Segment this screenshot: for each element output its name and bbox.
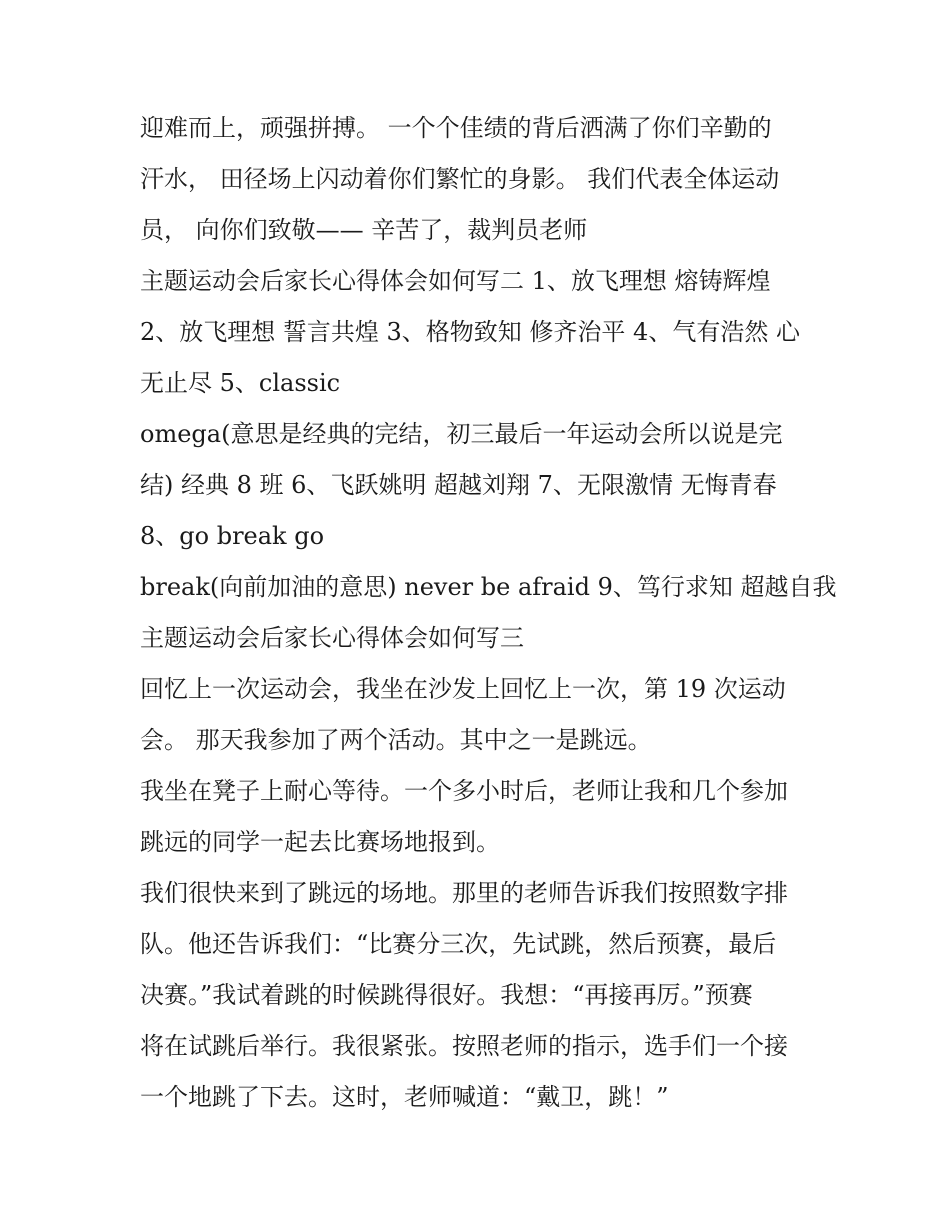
- text-line: 回忆上一次运动会，我坐在沙发上回忆上一次，第 19 次运动: [140, 675, 786, 703]
- text-line: 结) 经典 8 班 6、飞跃姚明 超越刘翔 7、无限激情 无悔青春: [140, 471, 777, 499]
- text-line: 2、放飞理想 誓言共煌 3、格物致知 修齐治平 4、气有浩然 心: [140, 318, 800, 346]
- body-text: [140, 103, 837, 1123]
- text-line: 员， 向你们致敬—— 辛苦了，裁判员老师: [140, 216, 588, 244]
- section-heading-3: 主题运动会后家长心得体会如何写三: [140, 624, 524, 652]
- text-line: 一个地跳了下去。这时，老师喊道：“戴卫，跳！”: [140, 1083, 669, 1111]
- section-heading-2: 主题运动会后家长心得体会如何写二 1、放飞理想 熔铸辉煌: [140, 267, 771, 295]
- text-line: 将在试跳后举行。我很紧张。按照老师的指示，选手们一个接: [140, 1032, 788, 1060]
- text-line: 决赛。”我试着跳的时候跳得很好。我想：“再接再厉。”预赛: [140, 981, 753, 1009]
- text-line: 我们很快来到了跳远的场地。那里的老师告诉我们按照数字排: [140, 879, 788, 907]
- text-line: 会。 那天我参加了两个活动。其中之一是跳远。: [140, 726, 652, 754]
- text-line: break(向前加油的意思) never be afraid 9、笃行求知 超越自我: [140, 573, 837, 601]
- text-line: 队。他还告诉我们：“比赛分三次，先试跳，然后预赛，最后: [140, 930, 777, 958]
- text-line: 我坐在凳子上耐心等待。一个多小时后，老师让我和几个参加: [140, 777, 788, 805]
- text-line: 跳远的同学一起去比赛场地报到。: [140, 828, 500, 856]
- text-line: 无止尽 5、classic: [140, 369, 341, 397]
- text-line: 汗水， 田径场上闪动着你们繁忙的身影。 我们代表全体运动: [140, 165, 780, 193]
- text-line: omega(意思是经典的完结，初三最后一年运动会所以说是完: [140, 420, 783, 448]
- text-line: 8、go break go: [140, 522, 325, 550]
- text-line: 迎难而上，顽强拼搏。 一个个佳绩的背后洒满了你们辛勤的: [140, 114, 772, 142]
